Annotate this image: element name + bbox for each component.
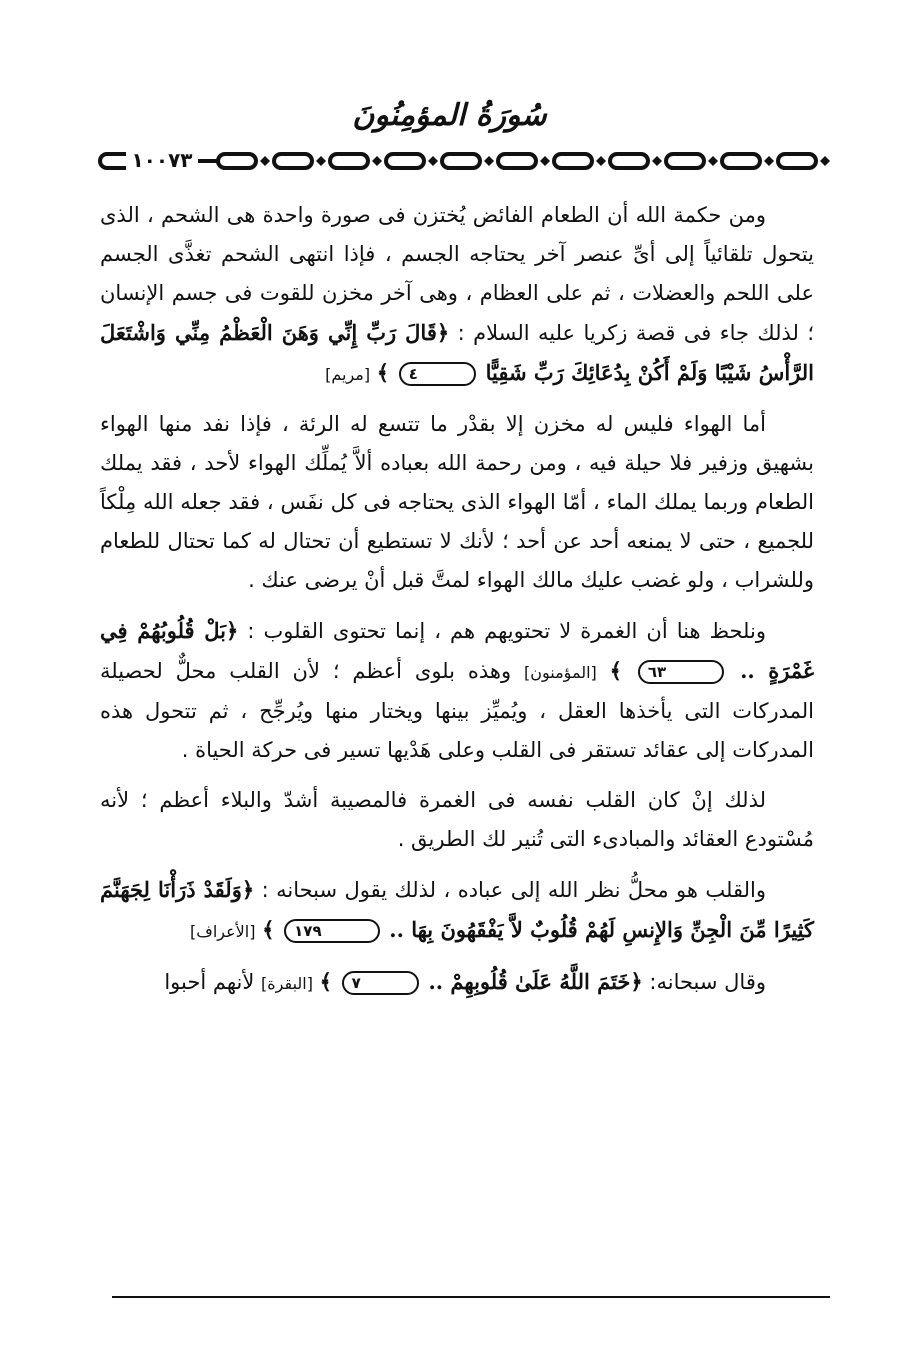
ornament-chain-icon bbox=[96, 146, 836, 176]
paragraph-text: لذلك إنْ كان القلب نفسه فى الغمرة فالمصيبة أشدّ والبلاء أعظم ؛ لأنه مُسْتودع العقائد والمبادىء التى تُنير لك الطريق . bbox=[100, 788, 814, 851]
surah-title: سُورَةُ المؤمِنُونَ bbox=[352, 98, 547, 133]
paragraph-text: والقلب هو محلُّ نظر الله إلى عباده ، لذلك يقول سبحانه : bbox=[261, 878, 766, 902]
paragraph bbox=[100, 405, 814, 600]
quran-verse: ﴿قَالَ رَبِّ إِنِّي وَهَنَ الْعَظْمُ مِنِّي وَاشْتَعَلَ الرَّأْسُ شَيْبًا وَلَمْ أَكُنْ بِدُعَائِكَ رَبِّ شَقِيًّا bbox=[100, 320, 814, 385]
surah-reference: [البقرة] bbox=[261, 974, 313, 993]
paragraph bbox=[100, 962, 814, 1003]
paragraph-text: وهذه بلوى أعظم ؛ لأن القلب محلٌّ لحصيلة المدركات التى يأخذها العقل ، ويُميِّز بينها ويختار منها ويُرجِّح ، ثم تتحول هذه المدركات إلى عقائد تستقر فى القلب وعلى هَدْيها تسير فى حركة الحياة . bbox=[100, 659, 814, 762]
page-number: ١٠٠٧٣ bbox=[126, 147, 198, 173]
page-body bbox=[100, 196, 814, 1014]
surah-reference: [مريم] bbox=[325, 365, 371, 384]
paragraph-text: ومن حكمة الله أن الطعام الفائض يُختزن فى صورة واحدة هى الشحم ، الذى يتحول تلقائياً إلى أىِّ عنصر آخر يحتاجه الجسم ، فإذا انتهى الشحم تغذَّى الجسم على اللحم والعضلات ، ثم على العظام ، وهى آخر مخزن للقوت فى جسم الإنسان ؛ لذلك جاء فى قصة زكريا عليه السلام : bbox=[100, 203, 814, 345]
quran-close-bracket: ﴾ bbox=[609, 658, 622, 683]
paragraph bbox=[100, 781, 814, 859]
paragraph bbox=[100, 611, 814, 770]
quran-close-bracket: ﴾ bbox=[319, 969, 332, 994]
verse-number-badge: ٧ bbox=[342, 971, 419, 995]
ornament-band bbox=[96, 146, 836, 176]
verse-number-badge: ٤ bbox=[399, 362, 476, 386]
verse-number-badge: ١٧٩ bbox=[284, 919, 379, 943]
paragraph-text: لأنهم أحبوا bbox=[164, 970, 255, 994]
quran-verse: ﴿وَلَقَدْ ذَرَأْنَا لِجَهَنَّمَ كَثِيرًا مِّنَ الْجِنِّ وَالإِنسِ لَهُمْ قُلُوبٌ لاَّ يَفْقَهُونَ بِهَا .. bbox=[100, 877, 814, 942]
verse-number-badge: ٦٣ bbox=[638, 660, 724, 684]
surah-reference: [الأعراف] bbox=[189, 922, 256, 941]
quran-verse: ﴿خَتَمَ اللَّهُ عَلَىٰ قُلُوبِهِمْ .. bbox=[428, 969, 643, 994]
paragraph-text: أما الهواء فليس له مخزن إلا بقدْر ما تتسع له الرئة ، فإذا نفد منها الهواء بشهيق وزفير فلا حيلة فيه ، ومن رحمة الله بعباده ألاَّ يُملِّك الهواء لأحد ، فقد يملك الطعام وربما يملك الماء ، أمّا الهواء الذى يحتاجه فى كل نفَس ، فقد جعله الله مِلْكاً للجميع ، حتى لا يمنعه أحد عن أحد ؛ لأنك لا تستطيع أن تحتال له كما تحتال للطعام وللشراب ، ولو غضب عليك مالك الهواء لمتَّ قبل أنْ يرضى عنك . bbox=[100, 412, 814, 592]
quran-close-bracket: ﴾ bbox=[262, 917, 275, 942]
paragraph-text: وقال سبحانه: bbox=[649, 970, 766, 994]
quran-close-bracket: ﴾ bbox=[376, 360, 390, 385]
paragraph-text: ونلحظ هنا أن الغمرة لا تحتويهم هم ، إنما تحتوى القلوب : bbox=[247, 619, 766, 643]
paragraph bbox=[100, 196, 814, 394]
footer-divider bbox=[112, 1296, 830, 1298]
quran-verse: ﴿بَلْ قُلُوبُهُمْ فِي غَمْرَةٍ .. bbox=[100, 618, 814, 683]
surah-reference: [المؤمنون] bbox=[524, 663, 597, 682]
paragraph bbox=[100, 870, 814, 951]
